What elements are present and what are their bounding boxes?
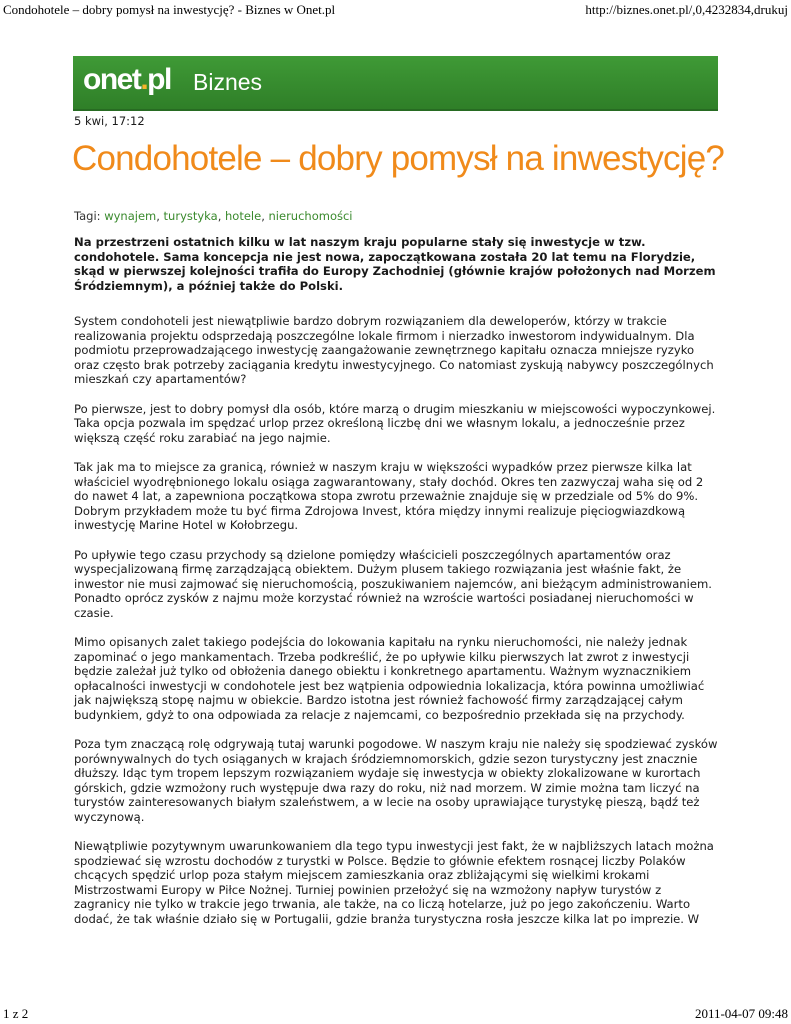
print-timestamp: 2011-04-07 09:48 <box>694 1006 788 1021</box>
page-number: 1 z 2 <box>3 1006 29 1021</box>
article-paragraph: Poza tym znaczącą rolę odgrywają tutaj warunki pogodowe. W naszym kraju nie należy się spodziewać zysków porównywalnych do tych osiąganych w krajach śródziemnomorskich, gdzie sezon turystyczny jest znacznie dłuższy. Idąc tym tropem lepszym rozwiązaniem wydaje się inwestycja w obiekty zlokalizowane w kurortach górskich, gdzie wzmożony ruch występuje dwa razy do roku, niż nad morzem. W zimie można tam liczyć na turystów zainteresowanych białym szaleństwem, a w lecie na osoby uprawiające turystykę pieszą, bądź też wyczynową. <box>74 737 718 824</box>
tag-link[interactable]: hotele <box>225 209 262 223</box>
article-title: Condohotele – dobry pomysł na inwestycję? <box>72 139 725 178</box>
onet-logo[interactable] <box>83 62 171 98</box>
article-body <box>74 235 720 941</box>
article-paragraph: System condohoteli jest niewątpliwie bardzo dobrym rozwiązaniem dla deweloperów, którzy w trakcie realizowania projektu odsprzedają poszczególne lokale firmom i nierzadko inwestorom indywidualnym. Dla podmiotu przeprowadzającego inwestycję zaangażowanie zewnętrznego kapitału oznacza mniejsze ryzyko oraz często brak potrzeby zaciągania kredytu inwestycyjnego. Co natomiast zyskują nabywcy poszczególnych mieszkań czy apartamentów? <box>74 314 714 386</box>
article-paragraph: Niewątpliwie pozytywnym uwarunkowaniem dla tego typu inwestycji jest fakt, że w najbliższych latach można spodziewać się wzrostu dochodów z turystki w Polsce. Będzie to głównie efektem rosnącej liczby Polaków chcących spędzić urlop poza stałym miejscem zamieszkania oraz zbliżającymi się wielkimi krokami Mistrzostwami Europy w Piłce Nożnej. Turniej powinien przełożyć się na wzmożony napływ turystów z zagranicy nie tylko w trakcie jego trwania, ale także, na co liczą hotelarze, już po jego zakończeniu. Warto dodać, że tak właśnie działo się w Portugalii, gdzie branża turystyczna rosła jeszcze kilka lat po imprezie. W <box>74 839 714 926</box>
article-paragraph: Po pierwsze, jest to dobry pomysł dla osób, które marzą o drugim mieszkaniu w miejscowości wypoczynkowej. Taka opcja pozwala im spędzać urlop przez określoną liczbę dni we własnym lokalu, a jednocześnie przez większą część roku zarabiać na jego najmie. <box>74 401 716 445</box>
article-tags: Tagi: wynajem, turystyka, hotele, nieruchomości <box>74 209 353 223</box>
article-lead: Na przestrzeni ostatnich kilku w lat naszym kraju popularne stały się inwestycje w tzw. condohotele. Sama koncepcja nie jest nowa, zapoczątkowana została 20 lat temu na Florydzie, skąd w pierwszej kolejności trafiła do Europy Zachodniej (głównie krajów położonych nad Morzem Śródziemnym), a później także do Polski. <box>74 235 716 293</box>
site-banner <box>73 56 718 111</box>
tag-link[interactable]: turystyka <box>163 209 218 223</box>
logo-tld: pl <box>147 63 171 96</box>
logo-dot: . <box>140 63 148 96</box>
tag-link[interactable]: wynajem <box>104 209 157 223</box>
article-date: 5 kwi, 17:12 <box>74 114 145 128</box>
print-header-title: Condohotele – dobry pomysł na inwestycję? - Biznes w Onet.pl <box>3 2 336 17</box>
article-paragraph: Tak jak ma to miejsce za granicą, również w naszym kraju w większości wypadków przez pierwsze kilka lat właściciel wyodrębnionego lokalu osiąga zagwarantowany, stały dochód. Okres ten zazwyczaj waha się od 2 do nawet 4 lat, a zapewniona początkowa stopa zwrotu przeważnie znajduje się w przedziale od 5% do 9%. Dobrym przykładem może tu być firma Zdrojowa Invest, która między innymi realizuje pięciogwiazdkową inwestycję Marine Hotel w Kołobrzegu. <box>74 460 704 532</box>
logo-main: onet <box>83 63 141 96</box>
article-paragraph: Po upływie tego czasu przychody są dzielone pomiędzy właścicieli poszczególnych apartamentów oraz wyspecjalizowaną firmę zarządzającą obiektem. Dużym plusem takiego rozwiązania jest właśnie fakt, że inwestor nie musi zajmować się nieruchomością, poszukiwaniem najemców, ani bieżącym administrowaniem. Ponadto oprócz zysków z najmu może korzystać również na wzroście wartości posiadanej nieruchomości w czasie. <box>74 547 712 620</box>
section-name[interactable]: Biznes <box>193 69 263 95</box>
tag-link[interactable]: nieruchomości <box>268 209 353 223</box>
tags-label: Tagi: <box>74 209 101 223</box>
print-header-url: http://biznes.onet.pl/,0,4232834,drukuj <box>585 2 788 17</box>
print-header <box>0 0 791 20</box>
article-paragraph: Mimo opisanych zalet takiego podejścia do lokowania kapitału na rynku nieruchomości, nie należy jednak zapominać o jego mankamentach. Trzeba podkreślić, że po upływie kilku pierwszych lat zwrot z inwestycji będzie zależał już tylko od obłożenia danego obiektu i konkretnego apartamentu. Ważnym wyznacznikiem opłacalności inwestycji w condohotele jest bez wątpienia odpowiednia lokalizacja, która powinna umożliwiać jak największą stopę najmu w obiekcie. Bardzo istotna jest również fachowość firmy zarządzającej całym budynkiem, gdyż to ona odpowiada za relacje z najemcami, co bezpośrednio przekłada się na przychody. <box>74 635 705 722</box>
print-footer <box>0 1002 791 1024</box>
